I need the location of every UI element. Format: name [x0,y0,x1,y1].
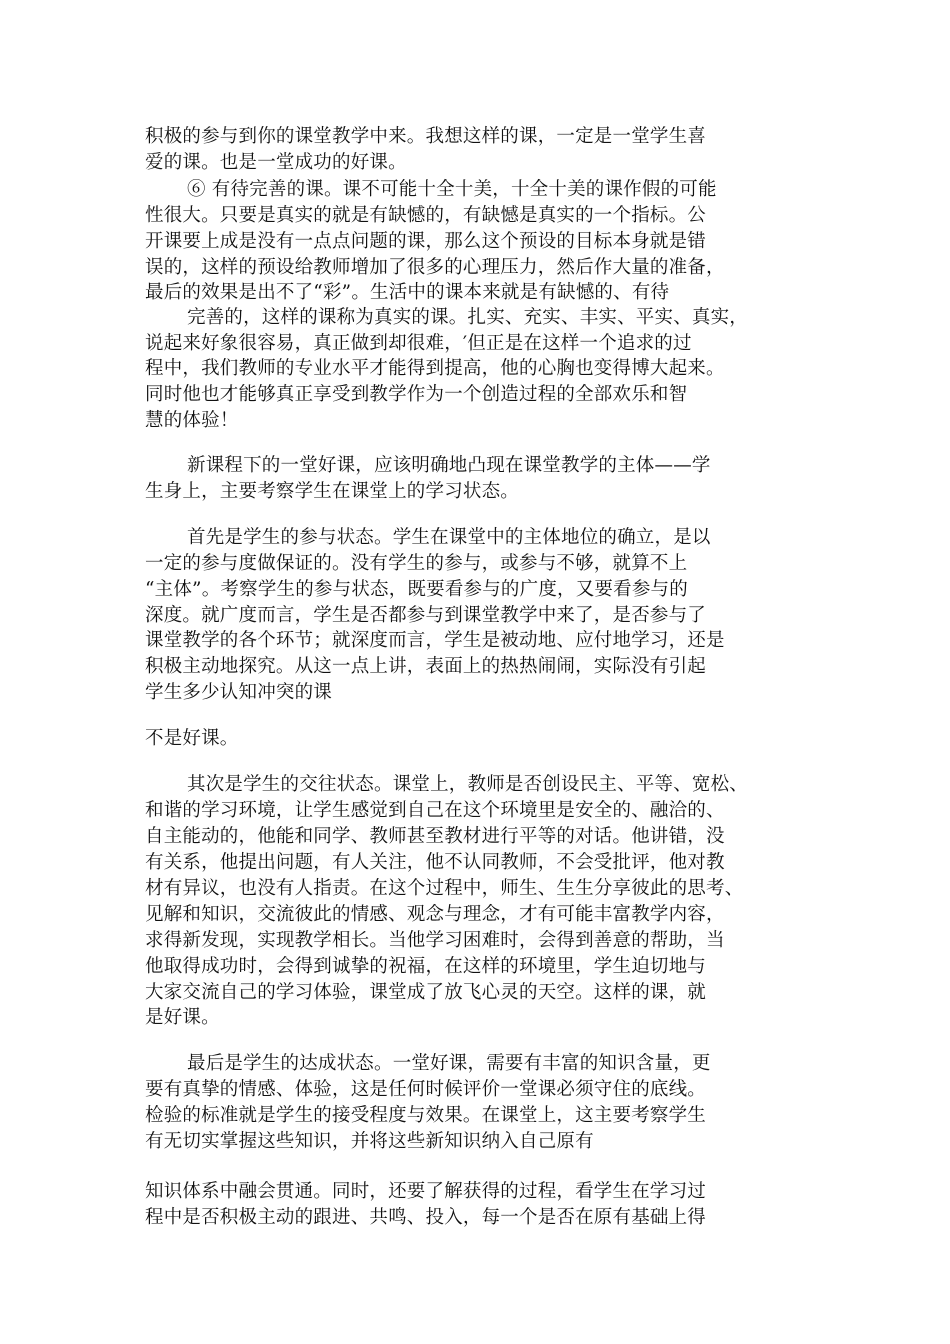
text-line: 生身上，主要考察学生在课堂上的学习状态。 [145,481,520,502]
text-line: 检验的标准就是学生的接受程度与效果。在课堂上，这主要考察学生 [145,1105,707,1126]
text-line: 其次是学生的交往状态。课堂上，教师是否创设民主、平等、宽松、 [187,774,749,795]
text-line: 性很大。只要是真实的就是有缺憾的，有缺憾是真实的一个指标。公 [145,205,707,226]
text-line: “主体”。考察学生的参与状态，既要看参与的广度，又要看参与的 [145,579,688,600]
text-line: 首先是学生的参与状态。学生在课堂中的主体地位的确立，是以 [187,527,711,548]
text-line: 他取得成功时，会得到诚挚的祝福，在这样的环境里，学生迫切地与 [145,956,707,977]
text-line: 误的，这样的预设给教师增加了很多的心理压力，然后作大量的准备， [145,257,725,278]
text-line: 积极的参与到你的课堂教学中来。我想这样的课，一定是一堂学生喜 [145,126,707,147]
text-line: 有关系，他提出问题，有人关注，他不认同教师，不会受批评，他对教 [145,852,725,873]
text-line: 程中，我们教师的专业水平才能得到提高，他的心胸也变得博大起来。 [145,358,725,379]
text-line: 求得新发现，实现教学相长。当他学习困难时，会得到善意的帮助，当 [145,930,725,951]
text-line: ⑥ 有待完善的课。课不可能十全十美，十全十美的课作假的可能 [187,179,717,200]
text-line: 新课程下的一堂好课，应该明确地凸现在课堂教学的主体——学 [187,455,711,476]
text-line: 课堂教学的各个环节；就深度而言，学生是被动地、应付地学习，还是 [145,630,725,651]
text-line: 一定的参与度做保证的。没有学生的参与，或参与不够，就算不上 [145,553,688,574]
text-line: 爱的课。也是一堂成功的好课。 [145,152,407,173]
text-line: 说起来好象很容易，真正做到却很难，′但正是在这样一个追求的过 [145,333,692,354]
text-line: 最后的效果是出不了“彩”。生活中的课本来就是有缺憾的、有待 [145,282,670,303]
text-line: 见解和知识，交流彼此的情感、观念与理念，才有可能丰富教学内容， [145,904,725,925]
text-line: 程中是否积极主动的跟进、共鸣、投入，每一个是否在原有基础上得 [145,1207,707,1228]
text-line: 最后是学生的达成状态。一堂好课，需要有丰富的知识含量，更 [187,1053,711,1074]
text-line: 慧的体验！ [145,410,239,431]
text-line: 材有异议，也没有人指责。在这个过程中，师生、生生分享彼此的思考、 [145,878,744,899]
text-line: 有无切实掌握这些知识，并将这些新知识纳入自己原有 [145,1131,594,1152]
text-line: 开课要上成是没有一点点问题的课，那么这个预设的目标本身就是错 [145,231,707,252]
text-line: 深度。就广度而言，学生是否都参与到课堂教学中来了，是否参与了 [145,605,707,626]
text-line: 自主能动的，他能和同学、教师甚至教材进行平等的对话。他讲错，没 [145,826,725,847]
text-line: 和谐的学习环境，让学生感觉到自己在这个环境里是安全的、融洽的、 [145,800,725,821]
text-line: 大家交流自己的学习体验，课堂成了放飞心灵的天空。这样的课，就 [145,982,707,1003]
text-line: 完善的，这样的课称为真实的课。扎实、充实、丰实、平实、真实， [187,307,749,328]
text-line: 不是好课。 [145,728,239,749]
text-line: 同时他也才能够真正享受到教学作为一个创造过程的全部欢乐和智 [145,384,688,405]
text-line: 是好课。 [145,1007,220,1028]
text-line: 积极主动地探究。从这一点上讲，表面上的热热闹闹，实际没有引起 [145,656,707,677]
text-line: 学生多少认知冲突的课 [145,682,333,703]
text-line: 知识体系中融会贯通。同时，还要了解获得的过程，看学生在学习过 [145,1181,707,1202]
text-line: 要有真挚的情感、体验，这是任何时候评价一堂课必须守住的底线。 [145,1079,707,1100]
